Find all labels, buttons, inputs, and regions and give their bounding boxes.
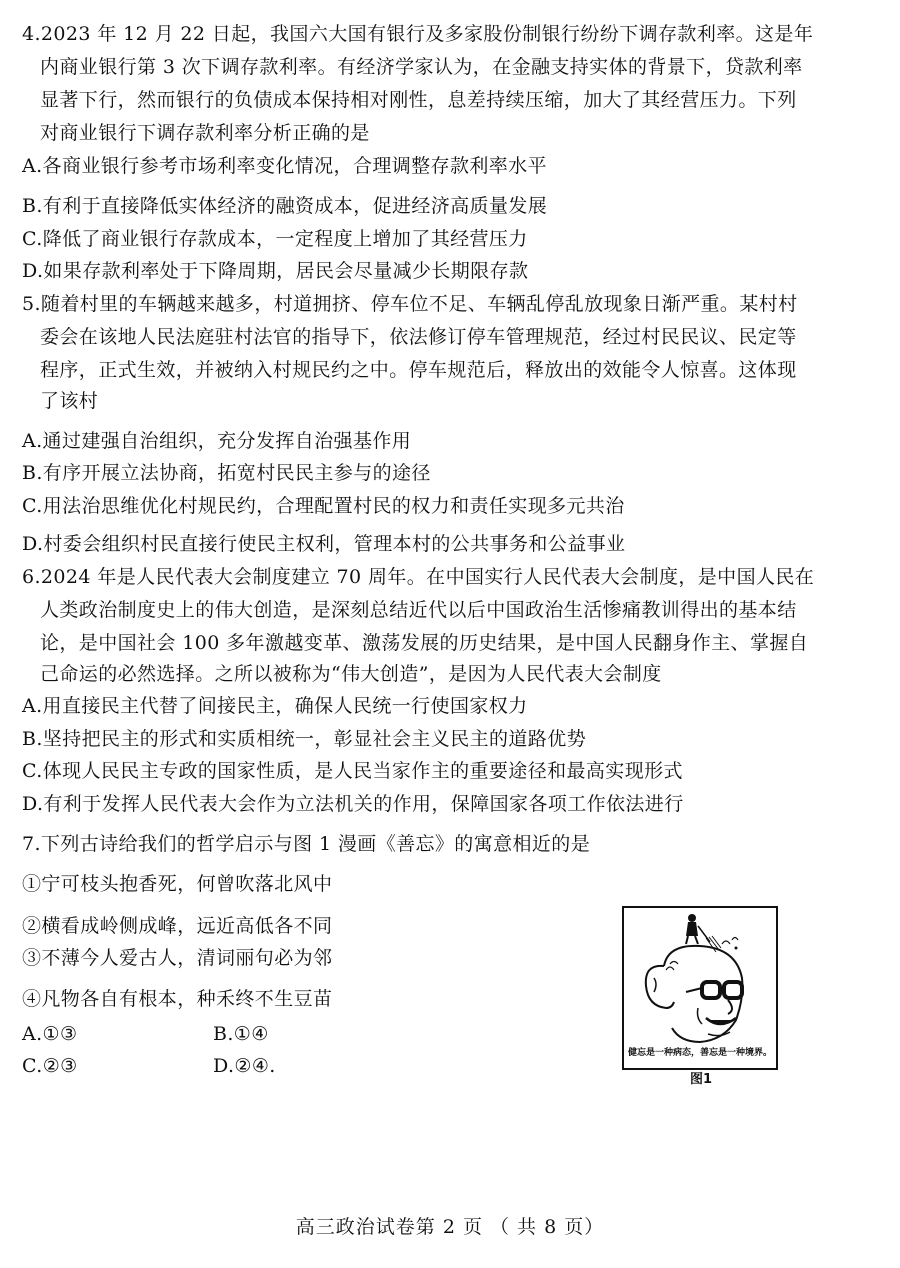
q6-stem-line-4: 己命运的必然选择。之所以被称为“伟大创造”，是因为人民代表大会制度 [40,663,662,685]
cartoon-illustration-icon [624,908,776,1048]
q6-option-a: A.用直接民主代替了间接民主，确保人民统一行使国家权力 [22,695,528,717]
q7-choice-d: D.②④. [213,1055,276,1077]
cartoon-figure [622,906,778,1070]
q7-choice-a: A.①③ [22,1023,78,1045]
q4-stem-line-4: 对商业银行下调存款利率分析正确的是 [40,122,370,144]
q4-stem-line-3: 显著下行，然而银行的负债成本保持相对刚性，息差持续压缩，加大了其经营压力。下列 [40,89,797,111]
q5-stem-line-4: 了该村 [40,390,99,412]
q7-poem-2: ②横看成岭侧成峰，远近高低各不同 [22,915,333,937]
q4-option-c: C.降低了商业银行存款成本，一定程度上增加了其经营压力 [22,228,528,250]
page-footer: 高三政治试卷第 2 页 （ 共 8 页） [295,1216,605,1238]
q4-option-d: D.如果存款利率处于下降周期，居民会尽量减少长期限存款 [22,260,529,282]
q7-stem: 7.下列古诗给我们的哲学启示与图 1 漫画《善忘》的寓意相近的是 [22,833,591,855]
q5-option-a: A.通过建强自治组织，充分发挥自治强基作用 [22,430,412,452]
q7-poem-3: ③不薄今人爱古人，清词丽句必为邻 [22,947,333,969]
q6-stem-line-2: 人类政治制度史上的伟大创造，是深刻总结近代以后中国政治生活惨痛教训得出的基本结 [40,599,797,621]
q6-stem-line-1: 6.2024 年是人民代表大会制度建立 70 周年。在中国实行人民代表大会制度，是中国人民在 [22,566,815,588]
q7-poem-4: ④凡物各自有根本，种禾终不生豆苗 [22,988,333,1010]
q6-option-b: B.坚持把民主的形式和实质相统一，彰显社会主义民主的道路优势 [22,728,587,750]
q4-stem-line-2: 内商业银行第 3 次下调存款利率。有经济学家认为，在金融支持实体的背景下，贷款利率 [40,56,803,78]
q5-option-c: C.用法治思维优化村规民约，合理配置村民的权力和责任实现多元共治 [22,495,625,517]
q5-stem-line-1: 5.随着村里的车辆越来越多，村道拥挤、停车位不足、车辆乱停乱放现象日渐严重。某村村 [22,293,798,315]
q6-option-d: D.有利于发挥人民代表大会作为立法机关的作用，保障国家各项工作依法进行 [22,793,684,815]
cartoon-caption: 健忘是一种病态，善忘是一种境界。 [627,1048,772,1058]
q6-stem-line-3: 论，是中国社会 100 多年激越变革、激荡发展的历史结果，是中国人民翻身作主、掌握自 [40,632,809,654]
q4-option-a: A.各商业银行参考市场利率变化情况，合理调整存款利率水平 [22,155,547,177]
q7-choice-b: B.①④ [213,1023,269,1045]
q5-option-b: B.有序开展立法协商，拓宽村民民主参与的途径 [22,462,431,484]
q7-choice-c: C.②③ [22,1055,78,1077]
figure-label: 图1 [690,1072,713,1087]
q7-poem-1: ①宁可枝头抱香死，何曾吹落北风中 [22,873,333,895]
q5-stem-line-3: 程序，正式生效，并被纳入村规民约之中。停车规范后，释放出的效能令人惊喜。这体现 [40,359,797,381]
q6-option-c: C.体现人民民主专政的国家性质，是人民当家作主的重要途径和最高实现形式 [22,760,683,782]
q5-option-d: D.村委会组织村民直接行使民主权利，管理本村的公共事务和公益事业 [22,533,626,555]
q4-option-b: B.有利于直接降低实体经济的融资成本，促进经济高质量发展 [22,195,548,217]
q5-stem-line-2: 委会在该地人民法庭驻村法官的指导下，依法修订停车管理规范，经过村民民议、民定等 [40,326,797,348]
q4-stem-line-1: 4.2023 年 12 月 22 日起，我国六大国有银行及多家股份制银行纷纷下调存款利率。这是年 [22,23,814,45]
